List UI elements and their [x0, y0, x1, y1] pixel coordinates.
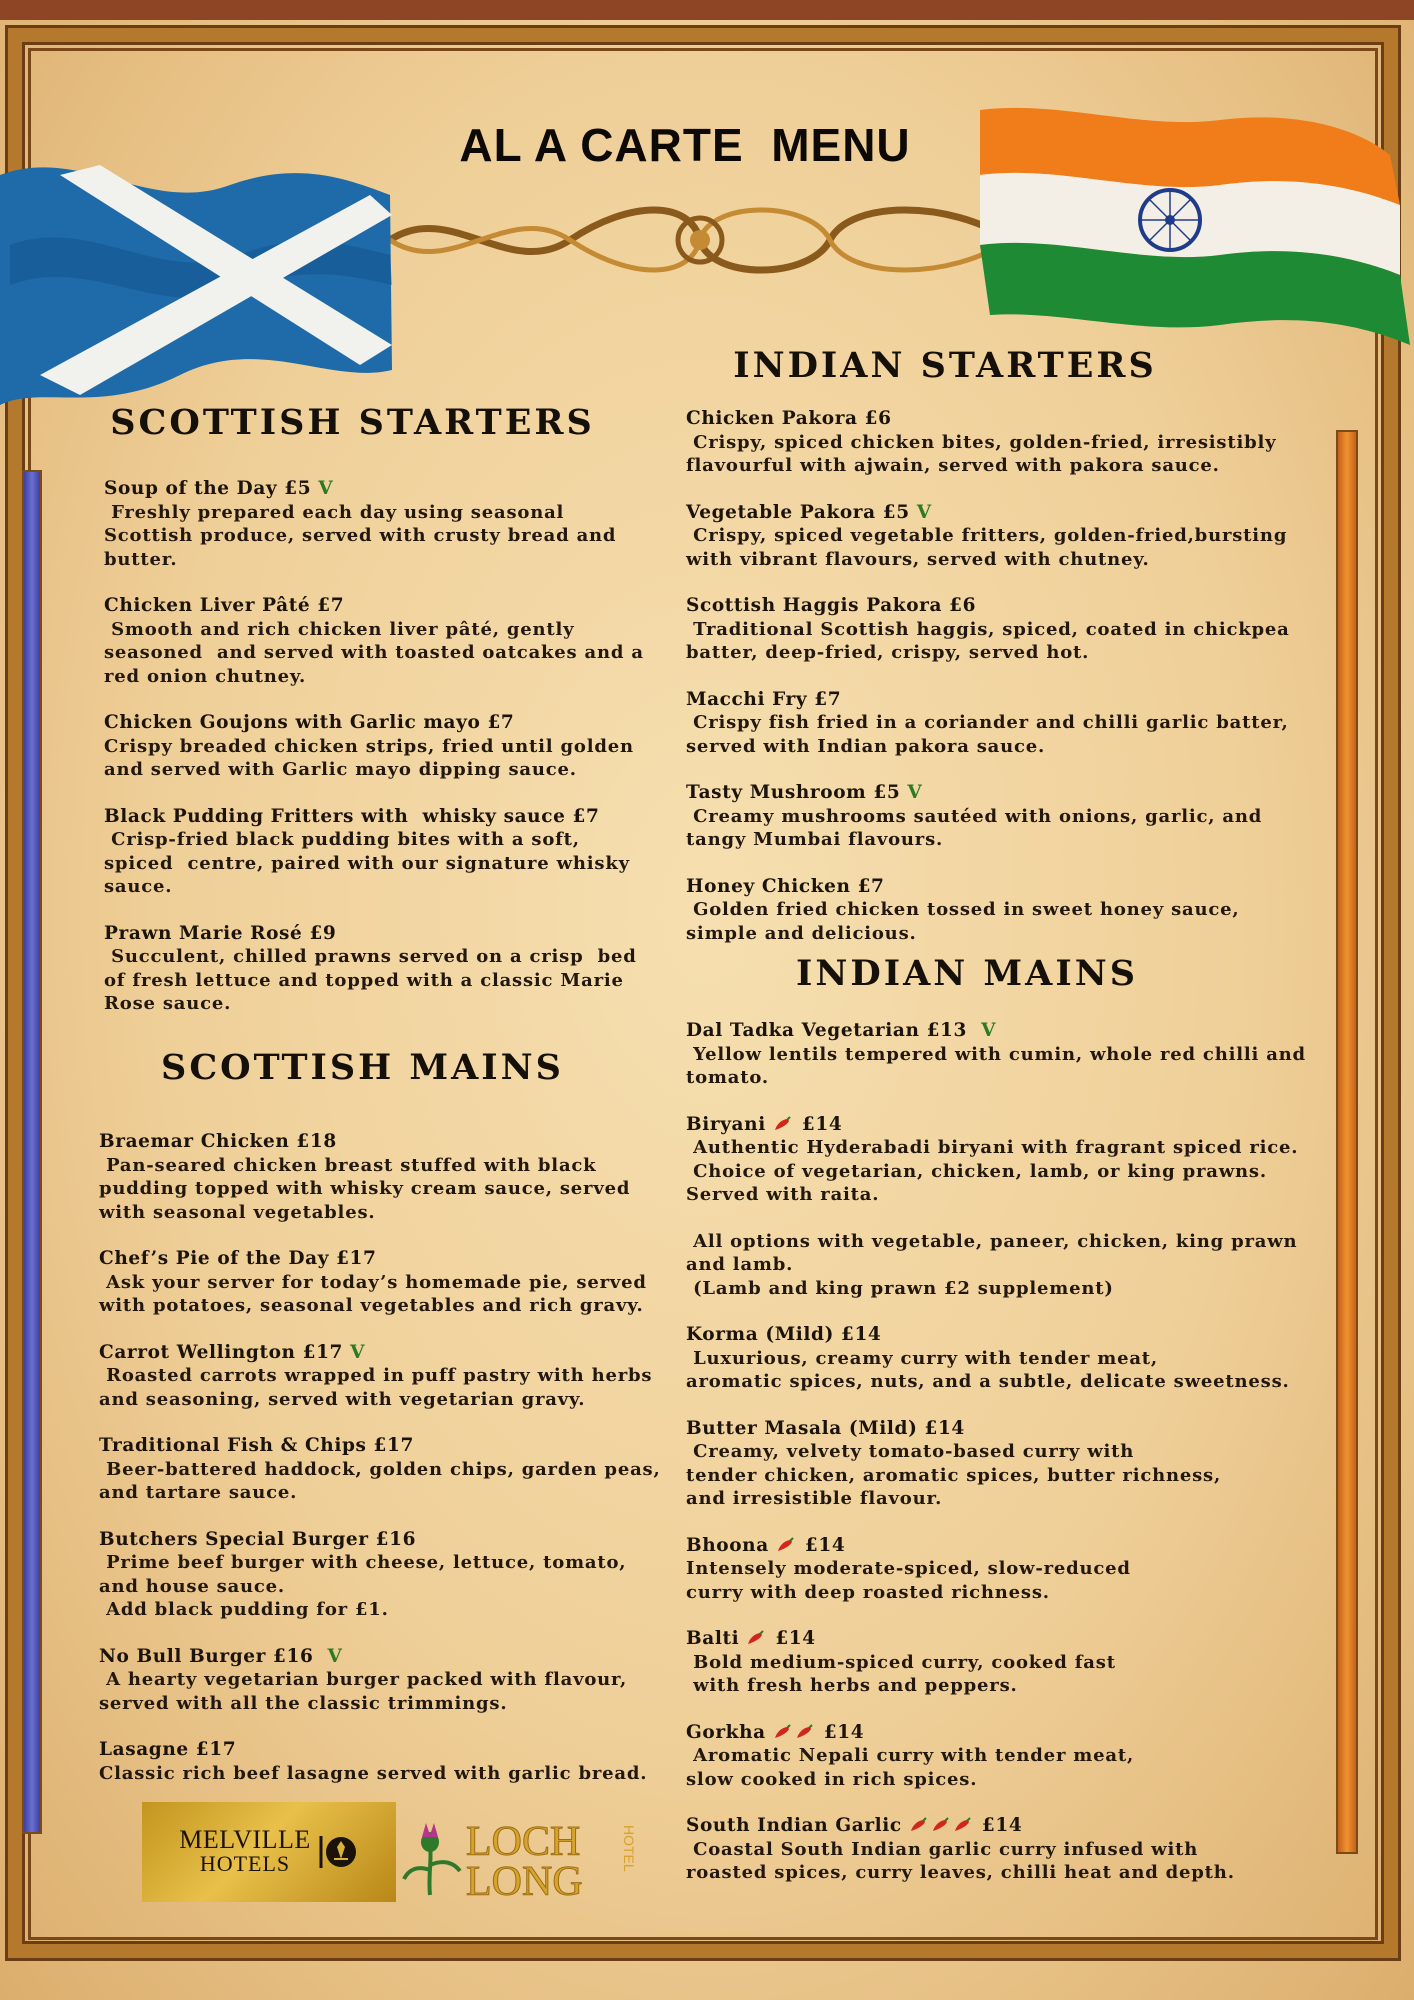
item-name: Soup of the Day £5: [104, 478, 319, 499]
item-description: Golden fried chicken tossed in sweet honey sauce, simple and delicious.: [686, 899, 1240, 944]
melville-hotels-logo: [142, 1802, 396, 1902]
item-name: Braemar Chicken £18: [99, 1131, 337, 1152]
item-description: Prime beef burger with cheese, lettuce, tomato, and house sauce. Add black pudding for £1.: [99, 1552, 627, 1620]
item-description: Pan-seared chicken breast stuffed with black pudding topped with whisky cream sauce, served with seasonal vegetables.: [99, 1154, 631, 1223]
menu-item: [686, 688, 1306, 759]
item-name: Chicken Pakora £6: [686, 408, 892, 429]
item-description: Beer-battered haddock, golden chips, garden peas, and tartare sauce.: [99, 1458, 661, 1503]
item-name: Tasty Mushroom £5: [686, 782, 908, 803]
vegetarian-badge: V: [916, 501, 932, 523]
menu-item: [686, 1113, 1306, 1207]
item-name: Chef’s Pie of the Day £17: [99, 1248, 377, 1269]
item-name: Carrot Wellington £17: [99, 1341, 351, 1363]
menu-item: [686, 781, 1306, 852]
scottish-starters-list: [104, 477, 644, 1039]
chili-icon: [773, 1722, 795, 1736]
item-name: Traditional Fish & Chips £17: [99, 1435, 414, 1456]
menu-item: [686, 1019, 1306, 1090]
item-name: Korma (Mild) £14: [686, 1324, 882, 1345]
india-flag: [970, 105, 1414, 375]
menu-item: [104, 711, 644, 782]
item-price: £14: [794, 1113, 843, 1135]
menu-item: [686, 1721, 1306, 1792]
item-name: Bhoona: [686, 1534, 769, 1556]
item-description: Bold medium-spiced curry, cooked fast with fresh herbs and peppers.: [693, 1651, 1116, 1696]
item-name: Macchi Fry £7: [686, 688, 842, 710]
chili-icon: [953, 1815, 975, 1829]
menu-item: [104, 477, 644, 571]
loch-logo-line2: LONG: [466, 1859, 583, 1905]
item-description: Crispy, spiced chicken bites, golden-fried, irresistibly flavourful with ajwain, served with pakora sauce.: [686, 431, 1277, 476]
top-bar: [0, 0, 1414, 20]
menu-item: [686, 1323, 1306, 1394]
item-description: A hearty vegetarian burger packed with flavour, served with all the classic trimmings.: [99, 1669, 628, 1714]
menu-item: [99, 1645, 644, 1716]
item-description: Succulent, chilled prawns served on a crisp bed of fresh lettuce and topped with a classic Marie Rose sauce.: [104, 946, 637, 1014]
item-description: Crispy fish fried in a coriander and chilli garlic batter, served with Indian pakora sauce.: [686, 712, 1289, 757]
menu-item: [104, 922, 644, 1016]
menu-item: [99, 1434, 661, 1505]
item-name: Honey Chicken £7: [686, 875, 885, 897]
loch-logo-side: HOTEL: [621, 1825, 637, 1872]
menu-item: [686, 1627, 1306, 1698]
item-description: All options with vegetable, paneer, chicken, king prawn and lamb. (Lamb and king prawn £2 supplement): [686, 1230, 1298, 1299]
item-description: Crispy breaded chicken strips, fried until golden and served with Garlic mayo dipping sauce.: [104, 735, 634, 780]
item-description: Creamy mushrooms sautéed with onions, garlic, and tangy Mumbai flavours.: [686, 805, 1263, 850]
item-price: £14: [974, 1815, 1023, 1836]
item-name: Chicken Liver Pâté £7: [104, 595, 345, 616]
loch-logo-line1: LOCH: [466, 1819, 581, 1865]
thistle-emblem-icon: [319, 1832, 359, 1872]
chili-icon: [776, 1535, 798, 1549]
item-price: £14: [768, 1628, 816, 1649]
item-description: Smooth and rich chicken liver pâté, gently seasoned and served with toasted oatcakes and a red onion chutney.: [104, 618, 644, 687]
scottish-starters-heading: SCOTTISH STARTERS: [110, 402, 595, 443]
menu-item: [104, 594, 644, 688]
item-name: Black Pudding Fritters with whisky sauce £7: [104, 805, 600, 827]
item-name: Prawn Marie Rosé £9: [104, 922, 337, 944]
menu-item-note: [686, 1230, 1306, 1301]
item-name: Balti: [686, 1628, 740, 1649]
scottish-mains-list: [99, 1130, 661, 1808]
indian-starters-heading: INDIAN STARTERS: [733, 345, 1157, 386]
item-name: Dal Tadka Vegetarian £13: [686, 1020, 982, 1041]
thistle-icon: [404, 1823, 460, 1895]
item-description: Creamy, velvety tomato-based curry with tender chicken, aromatic spices, butter richness, and irresistible flavour.: [686, 1441, 1222, 1509]
indian-mains-list: [686, 1019, 1306, 1885]
item-description: Yellow lentils tempered with cumin, whole red chilli and tomato.: [686, 1043, 1306, 1088]
indian-starters-list: [686, 407, 1306, 945]
item-description: Luxurious, creamy curry with tender meat, aromatic spices, nuts, and a subtle, delicate sweetness.: [686, 1347, 1290, 1392]
item-name: South Indian Garlic: [686, 1815, 902, 1836]
chili-icon: [931, 1815, 953, 1829]
menu-item: [686, 407, 1306, 478]
vegetarian-badge: V: [350, 1341, 366, 1363]
vegetarian-badge: V: [981, 1020, 997, 1041]
item-name: Chicken Goujons with Garlic mayo £7: [104, 712, 515, 733]
item-description: Intensely moderate-spiced, slow-reduced curry with deep roasted richness.: [686, 1558, 1131, 1603]
item-name: Lasagne £17: [99, 1739, 237, 1760]
vegetarian-badge: V: [327, 1645, 343, 1667]
item-description: Crispy, spiced vegetable fritters, golden-fried,bursting with vibrant flavours, served with chutney.: [686, 525, 1288, 570]
menu-item: [99, 1341, 653, 1412]
item-name: Scottish Haggis Pakora £6: [686, 595, 977, 616]
vegetarian-badge: V: [907, 782, 923, 803]
scotland-flag: [0, 105, 395, 375]
item-description: Coastal South Indian garlic curry infused with roasted spices, curry leaves, chilli heat and depth.: [686, 1838, 1235, 1883]
menu-item: [686, 1534, 1306, 1605]
menu-item: [686, 1814, 1306, 1885]
chili-icon: [746, 1628, 768, 1642]
menu-item: [99, 1247, 647, 1318]
menu-item: [686, 1417, 1306, 1511]
melville-logo-line1: MELVILLE: [179, 1825, 311, 1854]
chili-icon: [773, 1114, 795, 1128]
melville-logo-line2: HOTELS: [199, 1851, 291, 1876]
menu-item: [686, 594, 1306, 665]
item-name: Biryani: [686, 1113, 766, 1135]
item-description: Crisp-fried black pudding bites with a soft, spiced centre, paired with our signature whisky sauce.: [104, 829, 630, 897]
menu-item: [686, 501, 1306, 572]
item-price: £14: [797, 1534, 846, 1556]
scottish-mains-heading: SCOTTISH MAINS: [161, 1047, 564, 1088]
menu-item: [686, 875, 1306, 946]
celtic-knot-ornament: [390, 195, 1010, 285]
indian-mains-heading: INDIAN MAINS: [796, 953, 1138, 994]
chili-icon: [795, 1722, 817, 1736]
item-name: Butter Masala (Mild) £14: [686, 1417, 965, 1439]
menu-title: AL A CARTE MENU: [459, 119, 911, 171]
item-name: Butchers Special Burger £16: [99, 1528, 417, 1550]
item-description: Roasted carrots wrapped in puff pastry with herbs and seasoning, served with vegetarian gravy.: [99, 1365, 653, 1410]
orange-border-stripe: [1336, 430, 1358, 1854]
loch-long-hotel-logo: [402, 1815, 637, 1905]
menu-item: [104, 805, 644, 899]
item-description: Ask your server for today’s homemade pie, served with potatoes, seasonal vegetables and rich gravy.: [99, 1271, 647, 1316]
vegetarian-badge: V: [318, 478, 334, 499]
item-description: Freshly prepared each day using seasonal Scottish produce, served with crusty bread and butter.: [104, 501, 617, 570]
menu-item: [99, 1528, 644, 1622]
chili-icon: [909, 1815, 931, 1829]
blue-border-stripe: [22, 470, 42, 1834]
item-name: No Bull Burger £16: [99, 1645, 328, 1667]
item-description: Aromatic Nepali curry with tender meat, slow cooked in rich spices.: [686, 1745, 1135, 1790]
item-description: Authentic Hyderabadi biryani with fragrant spiced rice. Choice of vegetarian, chicken, lamb, or king prawns. Served with raita.: [686, 1137, 1299, 1205]
menu-item: [99, 1130, 644, 1224]
item-price: £14: [816, 1721, 865, 1743]
item-description: Classic rich beef lasagne served with garlic bread.: [99, 1762, 648, 1784]
item-description: Traditional Scottish haggis, spiced, coated in chickpea batter, deep-fried, crispy, served hot.: [686, 618, 1290, 663]
item-name: Vegetable Pakora £5: [686, 501, 917, 523]
menu-item: [99, 1738, 648, 1785]
item-name: Gorkha: [686, 1721, 766, 1743]
